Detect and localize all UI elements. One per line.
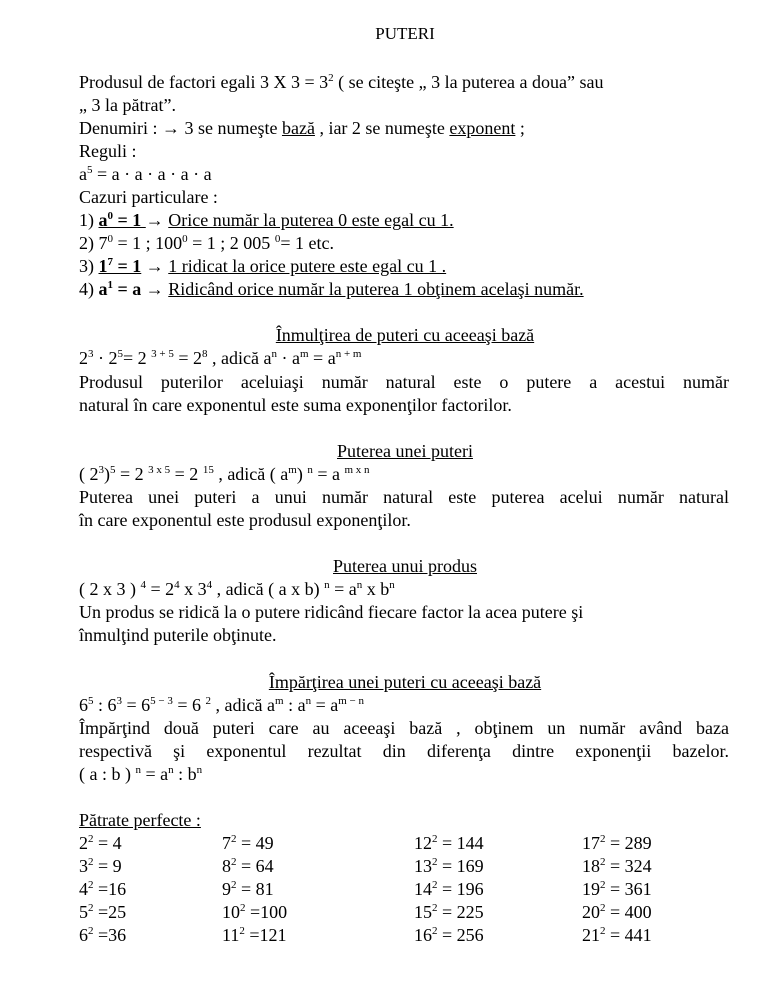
case-2: 2) $7^0 = 1$ ; $100^0 = 1$ ; 2 005 $^0$= 1 etc. (79, 233, 334, 253)
square-entry: $20^2 = 400$ (582, 902, 652, 922)
case-1: 1) $a^0 = 1$ → Orice număr la puterea 0 este egal cu 1. (79, 210, 454, 230)
term-baza: bază (281, 118, 315, 138)
text-puterea-produs-2: înmulţind puterile obţinute. (79, 625, 277, 645)
square-entry: $14^2 = 196$ (414, 879, 484, 899)
formula-impartirea: $6^5$ : $6^3 = 6^{5 - 3} = 6$ $^2$ , adică $a^m$ : $a^n = a^{m - n}$ (79, 695, 364, 715)
formula-impartire-fractie: ( a : b ) $^n = a^n$ : $b^n$ (79, 764, 203, 784)
text-inmultirea-2: natural în care exponentul este suma exponenţilor factorilor. (79, 395, 512, 415)
square-entry: $18^2 = 324$ (582, 856, 652, 876)
reguli-label: Reguli : (79, 141, 137, 161)
square-entry: $16^2 = 256$ (414, 925, 484, 945)
square-entry: $5^2 =25$ (79, 902, 127, 922)
term-exponent: exponent (449, 118, 516, 138)
heading-patrate-perfecte: Pătrate perfecte : (79, 810, 201, 830)
square-entry: $4^2 =16$ (79, 879, 127, 899)
heading-inmultirea: Înmulţirea de puteri cu aceeaşi bază (275, 325, 535, 345)
intro-line-1: Produsul de factori egali 3 X $3 = 3^2$ ( se citeşte „ 3 la puterea a doua” sau (79, 72, 604, 92)
square-entry: $15^2 = 225$ (414, 902, 484, 922)
heading-impartirea: Împărţirea unei puteri cu aceeaşi bază (268, 672, 542, 692)
square-entry: $19^2 = 361$ (582, 879, 652, 899)
text-impartirea-1: Împărţind două puteri care au aceeaşi bază , obţinem un număr având baza (79, 718, 729, 738)
square-entry: $10^2 =100$ (222, 902, 288, 922)
page-title: PUTERI (375, 24, 435, 43)
text-impartirea-2: respectivă şi exponentul rezultat din diferenţa dintre exponenţii bazelor. (79, 741, 729, 761)
square-entry: $3^2 = 9$ (79, 856, 122, 876)
square-entry: $11^2 =121$ (222, 925, 287, 945)
square-entry: $13^2 = 169$ (414, 856, 484, 876)
intro-line-2: „ 3 la pătrat”. (79, 95, 176, 115)
denumiri-line: Denumiri : → 3 se numeşte bază , iar 2 se numeşte exponent ; (79, 118, 525, 138)
square-entry: $12^2 = 144$ (414, 833, 484, 853)
formula-puterea-puteri: ( $2^3)^5 = 2$ $^{3 x 5}$ = 2 $^{15}$ , adică ( $a^m$) $^n$ = a $^{m x n}$ (79, 464, 370, 484)
text-puterea-puteri-2: în care exponentul este produsul exponenţilor. (79, 510, 411, 530)
square-entry: $9^2 = 81$ (222, 879, 274, 899)
case-3: 3) $1^7 = 1 \to 1$ ridicat la orice putere este egal cu 1 . (79, 256, 447, 276)
square-entry: $8^2 = 64$ (222, 856, 274, 876)
text-inmultirea-1: Produsul puterilor aceluiaşi număr natural este o putere a acestui număr (79, 372, 729, 392)
formula-inmultirea: $2^3 \cdot 2^5= 2$ $^{3 + 5} = 2^8$ , adică $a^n \cdot a^m = a^{n + m}$ (79, 348, 362, 368)
heading-puterea-produs: Puterea unui produs (333, 556, 477, 576)
square-entry: $6^2 =36$ (79, 925, 127, 945)
case-4: 4) $a^1 = a$ → Ridicând orice număr la puterea 1 obţinem acelaşi număr. (79, 279, 584, 299)
square-entry: $7^2 = 49$ (222, 833, 274, 853)
heading-puterea-puteri: Puterea unei puteri (337, 441, 473, 461)
formula-puterea-produs: ( 2 x 3 ) $^4 = 2^4$ x $3^4$ , adică ( a x b) $^n = a^n$ x $b^n$ (79, 579, 395, 599)
square-entry: $21^2 = 441$ (582, 925, 652, 945)
cazuri-label: Cazuri particulare : (79, 187, 218, 207)
square-entry: $17^2 = 289$ (582, 833, 652, 853)
square-entry: $2^2 = 4$ (79, 833, 122, 853)
text-puterea-produs-1: Un produs se ridică la o putere ridicând fiecare factor la acea putere şi (79, 602, 584, 622)
text-puterea-puteri-1: Puterea unei puteri a unui număr natural este puterea acelui număr natural (79, 487, 729, 507)
rule-formula: $a^5 = a \cdot a \cdot a \cdot a \cdot a$ (79, 164, 212, 184)
